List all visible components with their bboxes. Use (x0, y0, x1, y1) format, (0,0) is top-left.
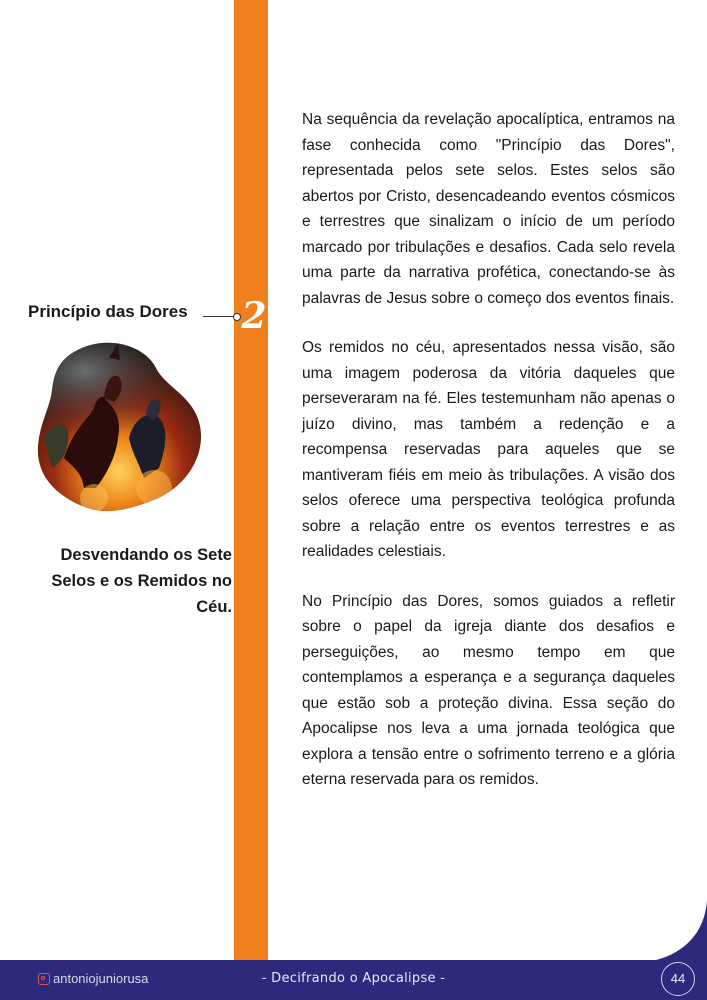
orange-accent-bar (234, 0, 268, 960)
section-title: Princípio das Dores (28, 302, 188, 321)
four-horsemen-image (34, 338, 204, 516)
page-number: 44 (661, 962, 695, 996)
body-paragraph: Na sequência da revelação apocalíptica, entramos na fase conhecida como "Princípio das Dores", representada pelos sete selos. Estes selos são abertos por Cristo, desencadeando eventos cósmicos e terrestres que sinalizam o início de um período marcado por tribulações e desafios. Cada selo revela uma parte da narrativa profética, conectando-se às palavras de Jesus sobre o começo dos eventos finais. (302, 111, 675, 307)
title-connector-line (203, 316, 237, 317)
section-subtitle: Desvendando os Sete Selos e os Remidos no Céu. (51, 546, 232, 616)
section-number: 2 (241, 295, 267, 337)
body-paragraph: No Princípio das Dores, somos guiados a refletir sobre o papel da igreja diante dos desafios e perseguições, ao mesmo tempo em que contemplamos a esperança e a segurança daqueles que estão sob a proteção divina. Essa seção do Apocalipse nos leva a uma jornada teológica que explora a tensão entre o sofrimento terreno e a glória eterna reservada para os remidos. (302, 592, 675, 788)
handle-text: antoniojuniorusa (53, 971, 149, 986)
body-paragraph: Os remidos no céu, apresentados nessa visão, são uma imagem poderosa da vitória daqueles que perseveraram na fé. Eles testemunham não apenas o juízo divino, mas também a redenção e a recompensa reservadas para aqueles que se mantiveram fiéis em meio às tribulações. A visão dos selos oferece uma perspectiva teológica profunda sobre a relação entre os eventos terrestres e as realidades celestiais. (302, 339, 675, 560)
book-title: - Decifrando o Apocalipse - (261, 971, 446, 986)
body-text (302, 107, 675, 817)
